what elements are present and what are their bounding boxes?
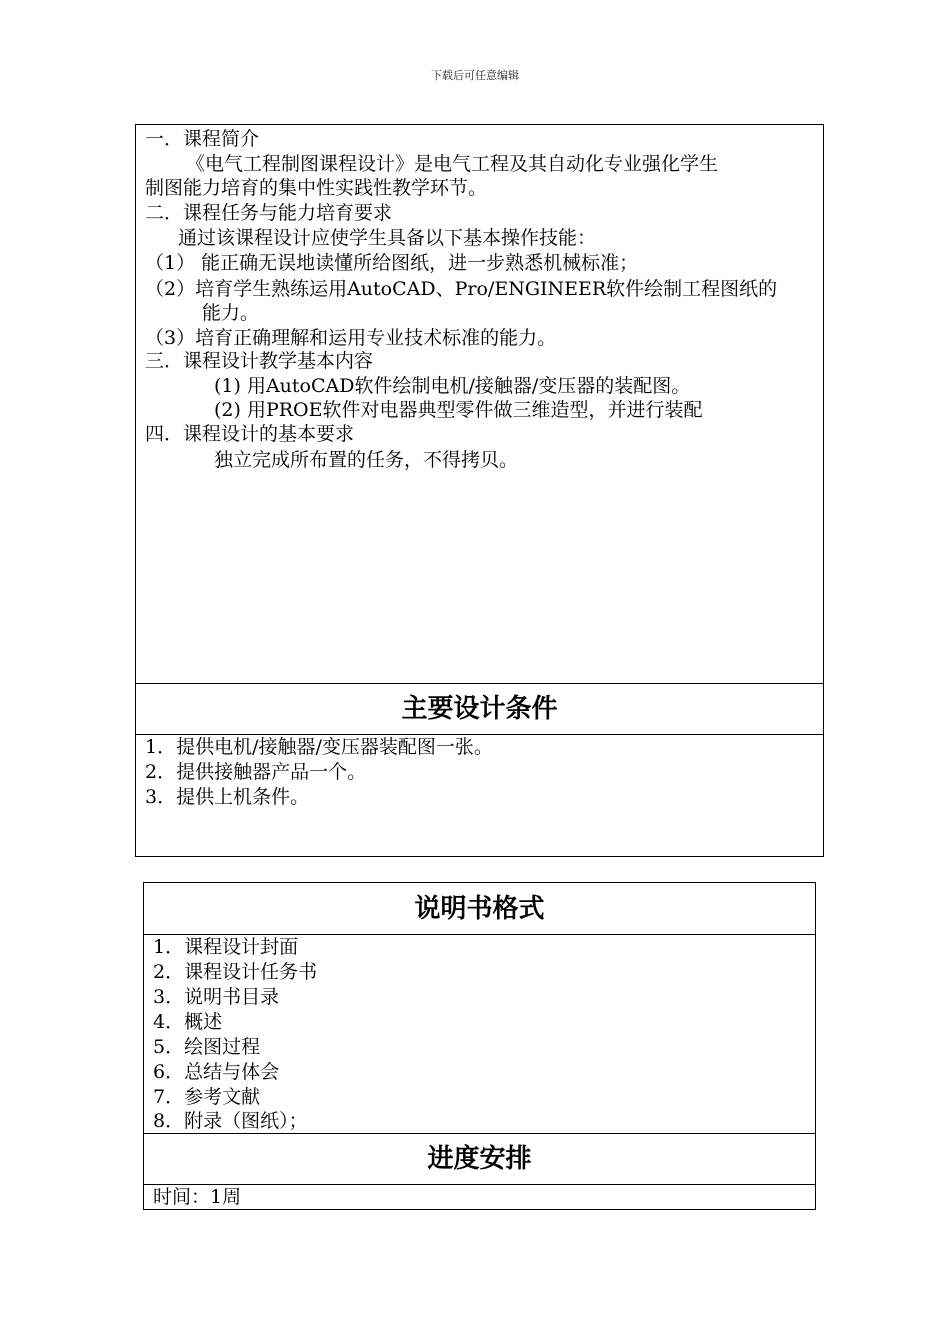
section-3-item-2: (2) 用PROE软件对电器典型零件做三维造型，并进行装配	[214, 399, 703, 421]
conditions-heading: 主要设计条件	[401, 694, 558, 724]
section-2-item-2-cont: 能力。	[202, 302, 260, 324]
schedule-text: 时间：1周	[153, 1186, 242, 1208]
divider	[144, 1184, 815, 1185]
section-1-text-line-2: 制图能力培育的集中性实践性教学环节。	[145, 177, 488, 199]
section-3-item-1: (1) 用AutoCAD软件绘制电机/接触器/变压器的装配图。	[214, 375, 691, 397]
section-2-item-3: （3）培育正确理解和运用专业技术标准的能力。	[145, 327, 557, 349]
section-2-item-2: （2）培育学生熟练运用AutoCAD、Pro/ENGINEER软件绘制工程图纸的	[145, 278, 778, 300]
format-heading: 说明书格式	[414, 894, 545, 924]
condition-item-2: 2．提供接触器产品一个。	[145, 761, 367, 783]
schedule-heading: 进度安排	[427, 1144, 532, 1174]
condition-item-3: 3．提供上机条件。	[145, 786, 310, 808]
page-header-note: 下载后可任意编辑	[431, 69, 519, 82]
format-item-6: 6．总结与体会	[153, 1061, 280, 1083]
format-item-1: 1．课程设计封面	[153, 936, 299, 958]
condition-item-1: 1．提供电机/接触器/变压器装配图一张。	[145, 736, 493, 758]
section-4-title: 四．课程设计的基本要求	[145, 423, 355, 445]
section-1-title: 一．课程简介	[145, 128, 260, 150]
section-2-title: 二．课程任务与能力培育要求	[145, 202, 393, 224]
format-item-4: 4．概述	[153, 1011, 223, 1033]
section-3-title: 三．课程设计教学基本内容	[145, 350, 374, 372]
format-schedule-table	[143, 882, 816, 1210]
section-4-text: 独立完成所布置的任务，不得拷贝。	[214, 449, 519, 471]
course-info-table	[135, 124, 824, 857]
format-item-8: 8．附录（图纸）；	[153, 1110, 308, 1132]
format-item-2: 2．课程设计任务书	[153, 961, 318, 983]
section-2-item-1: （1） 能正确无误地读懂所给图纸，进一步熟悉机械标准；	[145, 252, 639, 274]
format-item-3: 3．说明书目录	[153, 986, 280, 1008]
format-item-7: 7．参考文献	[153, 1086, 261, 1108]
section-2-intro: 通过该课程设计应使学生具备以下基本操作技能：	[178, 227, 597, 249]
section-1-text-line-1: 《电气工程制图课程设计》是电气工程及其自动化专业强化学生	[186, 153, 719, 175]
format-item-5: 5．绘图过程	[153, 1036, 261, 1058]
